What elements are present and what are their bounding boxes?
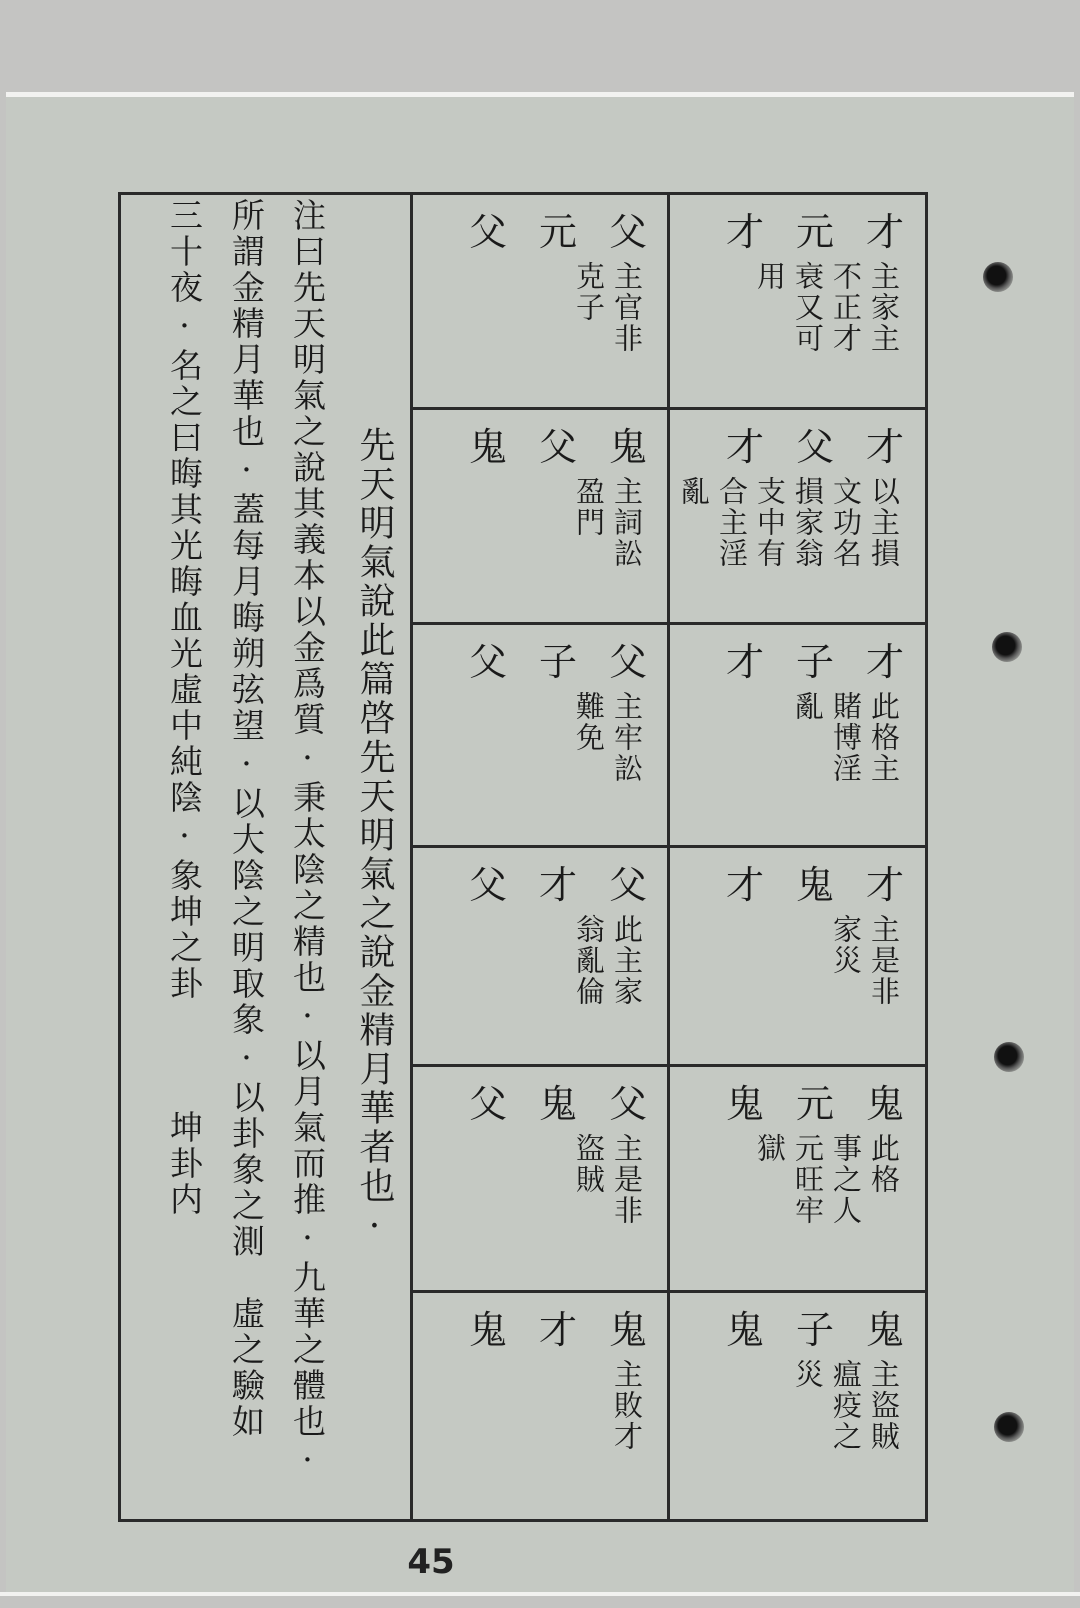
cell-note-line: 賭博淫 <box>829 691 863 784</box>
cell-note-line: 主是非 <box>867 914 901 1007</box>
heading-character: 鬼 <box>726 1308 765 1352</box>
heading-character: 父 <box>469 1082 508 1126</box>
heading-character: 鬼 <box>796 863 835 907</box>
heading-character: 鬼 <box>469 425 508 469</box>
cell-note-line: 合主淫 <box>715 476 749 569</box>
cell-heading <box>670 854 926 907</box>
heading-character: 父 <box>609 1082 648 1126</box>
cell-note-line: 主盜賊 <box>867 1359 901 1452</box>
cell-note-line: 難免 <box>572 691 606 753</box>
heading-character: 父 <box>609 863 648 907</box>
heading-character: 鬼 <box>469 1308 508 1352</box>
cell-heading <box>670 416 926 469</box>
cell-note-line: 主是非 <box>610 1133 644 1226</box>
cell-note-line: 災 <box>791 1359 825 1390</box>
cell-note-line: 事之人 <box>829 1133 863 1226</box>
cell-note-line: 瘟疫之 <box>829 1359 863 1452</box>
cell-heading <box>413 1299 669 1352</box>
heading-character: 父 <box>539 425 578 469</box>
cell-heading <box>413 1073 669 1126</box>
heading-character: 子 <box>796 640 835 684</box>
heading-character: 才 <box>866 210 905 254</box>
cell-heading <box>670 1073 926 1126</box>
heading-character: 子 <box>539 640 578 684</box>
heading-character: 鬼 <box>726 1082 765 1126</box>
page-number: 45 <box>407 1542 455 1582</box>
cell-note-line: 支中有 <box>753 476 787 569</box>
cell-note-line: 翁亂倫 <box>572 914 606 1007</box>
heading-character: 父 <box>469 640 508 684</box>
heading-character: 鬼 <box>866 1308 905 1352</box>
binding-hole-1 <box>983 262 1013 292</box>
heading-character: 父 <box>796 425 835 469</box>
heading-character: 才 <box>866 640 905 684</box>
row-rule <box>410 407 928 410</box>
binding-hole-4 <box>994 1412 1024 1442</box>
commentary-line-2: 所謂金精月華也·蓋每月晦朔弦望·以大陰之明取象·以卦象之測 虛之驗如 <box>227 198 266 1440</box>
cell-note-line: 以主損 <box>867 476 901 569</box>
heading-character: 鬼 <box>866 1082 905 1126</box>
cell-note-line: 文功名 <box>829 476 863 569</box>
cell-heading <box>413 201 669 254</box>
heading-character: 才 <box>726 863 765 907</box>
page-bottom-edge <box>0 1592 1080 1608</box>
cell-note-line: 此格 <box>867 1133 901 1195</box>
heading-character: 鬼 <box>609 1308 648 1352</box>
heading-character: 鬼 <box>539 1082 578 1126</box>
heading-character: 才 <box>726 210 765 254</box>
cell-note-line: 主敗才 <box>610 1359 644 1452</box>
heading-character: 才 <box>866 425 905 469</box>
row-rule <box>410 1064 928 1067</box>
cell-note-line: 此主家 <box>610 914 644 1007</box>
heading-character: 元 <box>796 210 835 254</box>
cell-note-line: 獄 <box>753 1133 787 1164</box>
commentary-line-1: 注曰先天明氣之說其義本以金爲質·秉太陰之精也·以月氣而推·九華之體也· <box>288 198 327 1482</box>
cell-note-line: 主官非 <box>610 261 644 354</box>
cell-note-line: 用 <box>753 261 787 292</box>
row-rule <box>410 622 928 625</box>
commentary-line-3: 三十夜·名之曰晦其光晦血光虛中純陰·象坤之卦 坤卦内 <box>165 198 204 1218</box>
cell-heading <box>670 1299 926 1352</box>
cell-note-line: 亂 <box>677 476 711 507</box>
heading-character: 才 <box>866 863 905 907</box>
heading-character: 父 <box>469 210 508 254</box>
heading-character: 子 <box>796 1308 835 1352</box>
cell-note-line: 盜賊 <box>572 1133 606 1195</box>
cell-note-line: 不正才 <box>829 261 863 354</box>
heading-character: 才 <box>539 1308 578 1352</box>
cell-heading <box>413 854 669 907</box>
cell-note-line: 主牢訟 <box>610 691 644 784</box>
heading-character: 父 <box>469 863 508 907</box>
heading-character: 才 <box>539 863 578 907</box>
cell-note-line: 亂 <box>791 691 825 722</box>
cell-note-line: 主家主 <box>867 261 901 354</box>
heading-character: 元 <box>796 1082 835 1126</box>
row-rule <box>410 845 928 848</box>
cell-note-line: 盈門 <box>572 476 606 538</box>
binding-hole-2 <box>992 632 1022 662</box>
section-title: 先天明氣說此篇啓先天明氣之說金精月華者也· <box>354 426 395 1250</box>
heading-character: 才 <box>726 640 765 684</box>
cell-heading <box>670 631 926 684</box>
cell-note-line: 元旺牢 <box>791 1133 825 1226</box>
cell-note-line: 衰又可 <box>791 261 825 354</box>
cell-heading <box>413 631 669 684</box>
heading-character: 父 <box>609 210 648 254</box>
cell-note-line: 家災 <box>829 914 863 976</box>
cell-note-line: 克子 <box>572 261 606 323</box>
row-rule <box>410 1290 928 1293</box>
heading-character: 父 <box>609 640 648 684</box>
heading-character: 元 <box>539 210 578 254</box>
cell-heading <box>670 201 926 254</box>
cell-note-line: 主詞訟 <box>610 476 644 569</box>
cell-heading <box>413 416 669 469</box>
heading-character: 才 <box>726 425 765 469</box>
binding-hole-3 <box>994 1042 1024 1072</box>
cell-note-line: 損家翁 <box>791 476 825 569</box>
heading-character: 鬼 <box>609 425 648 469</box>
cell-note-line: 此格主 <box>867 691 901 784</box>
